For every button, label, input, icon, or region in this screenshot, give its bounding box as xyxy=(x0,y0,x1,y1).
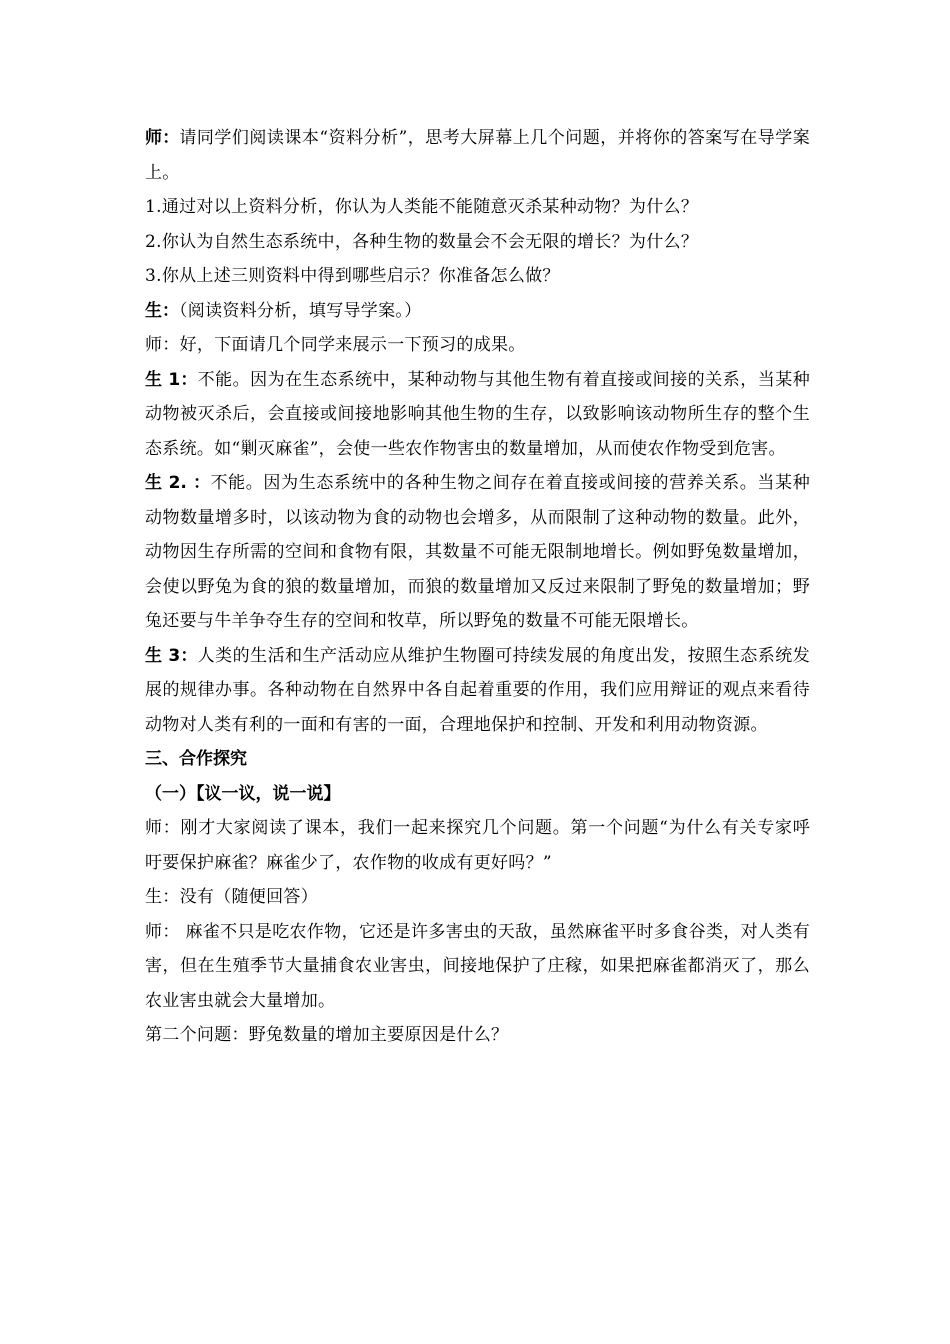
paragraph-teacher-prompt xyxy=(145,328,810,363)
question-2 xyxy=(145,225,810,260)
paragraph-text: 人类的生活和生产活动应从维护生物圈可持续发展的角度出发，按照生态系统发展的规律办事。各种动物在自然界中各自起着重要的作用，我们应用辩证的观点来看待动物对人类有利的一面和有害的一面，合理地保护和控制、开发和利用动物资源。 xyxy=(145,645,811,735)
paragraph-student-3 xyxy=(145,639,810,743)
paragraph-text: 不能。因为生态系统中的各种生物之间存在着直接或间接的营养关系。当某种动物数量增多时，以该动物为食的动物也会增多，从而限制了这种动物的数量。此外，动物因生存所需的空间和食物有限，其数量不可能无限制地增长。例如野兔数量增加，会使以野兔为食的狼的数量增加，而狼的数量增加又反过来限制了野兔的数量增加；野兔还要与牛羊争夺生存的空间和牧草，所以野兔的数量不可能无限增长。 xyxy=(145,473,810,631)
speaker-label: 生 3： xyxy=(145,645,198,666)
paragraph-text: 不能。因为在生态系统中，某种动物与其他生物有着直接或间接的关系，当某种动物被灭杀后，会直接或间接地影响其他生物的生存，以致影响该动物所生存的整个生态系统。如“剿灭麻雀”，会使一些农作物害虫的数量增加，从而使农作物受到危害。 xyxy=(145,369,811,459)
paragraph-text: （阅读资料分析，填写导学案。） xyxy=(179,300,422,321)
speaker-label: 师： xyxy=(145,128,180,148)
paragraph-text: 生：没有（随便回答） xyxy=(145,887,318,907)
paragraph-student-1 xyxy=(145,363,810,467)
paragraph-text: 请同学们阅读课本“资料分析”，思考大屏幕上几个问题，并将你的答案写在导学案上。 xyxy=(145,128,811,183)
paragraph-text: 2.你认为自然生态系统中，各种生物的数量会不会无限的增长？为什么？ xyxy=(145,231,699,252)
paragraph-text: 3.你从上述三则资料中得到哪些启示？你准备怎么做？ xyxy=(145,266,560,286)
paragraph-second-question xyxy=(145,1018,810,1053)
paragraph-student-answer xyxy=(145,880,810,915)
speaker-label: 生 2. ： xyxy=(145,473,211,493)
paragraph-students-read xyxy=(145,294,810,329)
question-3 xyxy=(145,259,810,294)
paragraph-text: 第二个问题：野兔数量的增加主要原因是什么？ xyxy=(145,1025,509,1045)
question-1 xyxy=(145,190,810,225)
paragraph-teacher-sparrow xyxy=(145,915,810,1019)
paragraph-text: 师：刚才大家阅读了课本，我们一起来探究几个问题。第一个问题“为什么有关专家呼吁要保护麻雀？麻雀少了，农作物的收成有更好吗？” xyxy=(145,818,810,873)
paragraph-student-2 xyxy=(145,466,810,639)
paragraph-text: 师： 麻雀不只是吃农作物，它还是许多害虫的天敌，虽然麻雀平时多食谷类，对人类有害，但在生殖季节大量捕食农业害虫，间接地保护了庄稼，如果把麻雀都消灭了，那么农业害虫就会大量增加。 xyxy=(145,921,810,1011)
paragraph-text: 1.通过对以上资料分析，你认为人类能不能随意灭杀某种动物？为什么？ xyxy=(145,197,699,217)
sub-heading: （一）【议一议，说一说】 xyxy=(145,783,341,804)
paragraph-teacher-intro xyxy=(145,121,810,190)
paragraph-text: 师：好，下面请几个同学来展示一下预习的成果。 xyxy=(145,335,526,355)
paragraph-teacher-explore xyxy=(145,811,810,880)
document-page xyxy=(145,121,810,1053)
speaker-label: 生： xyxy=(145,300,179,321)
section-heading: 三、合作探究 xyxy=(145,749,247,769)
speaker-label: 生 1： xyxy=(145,369,198,390)
